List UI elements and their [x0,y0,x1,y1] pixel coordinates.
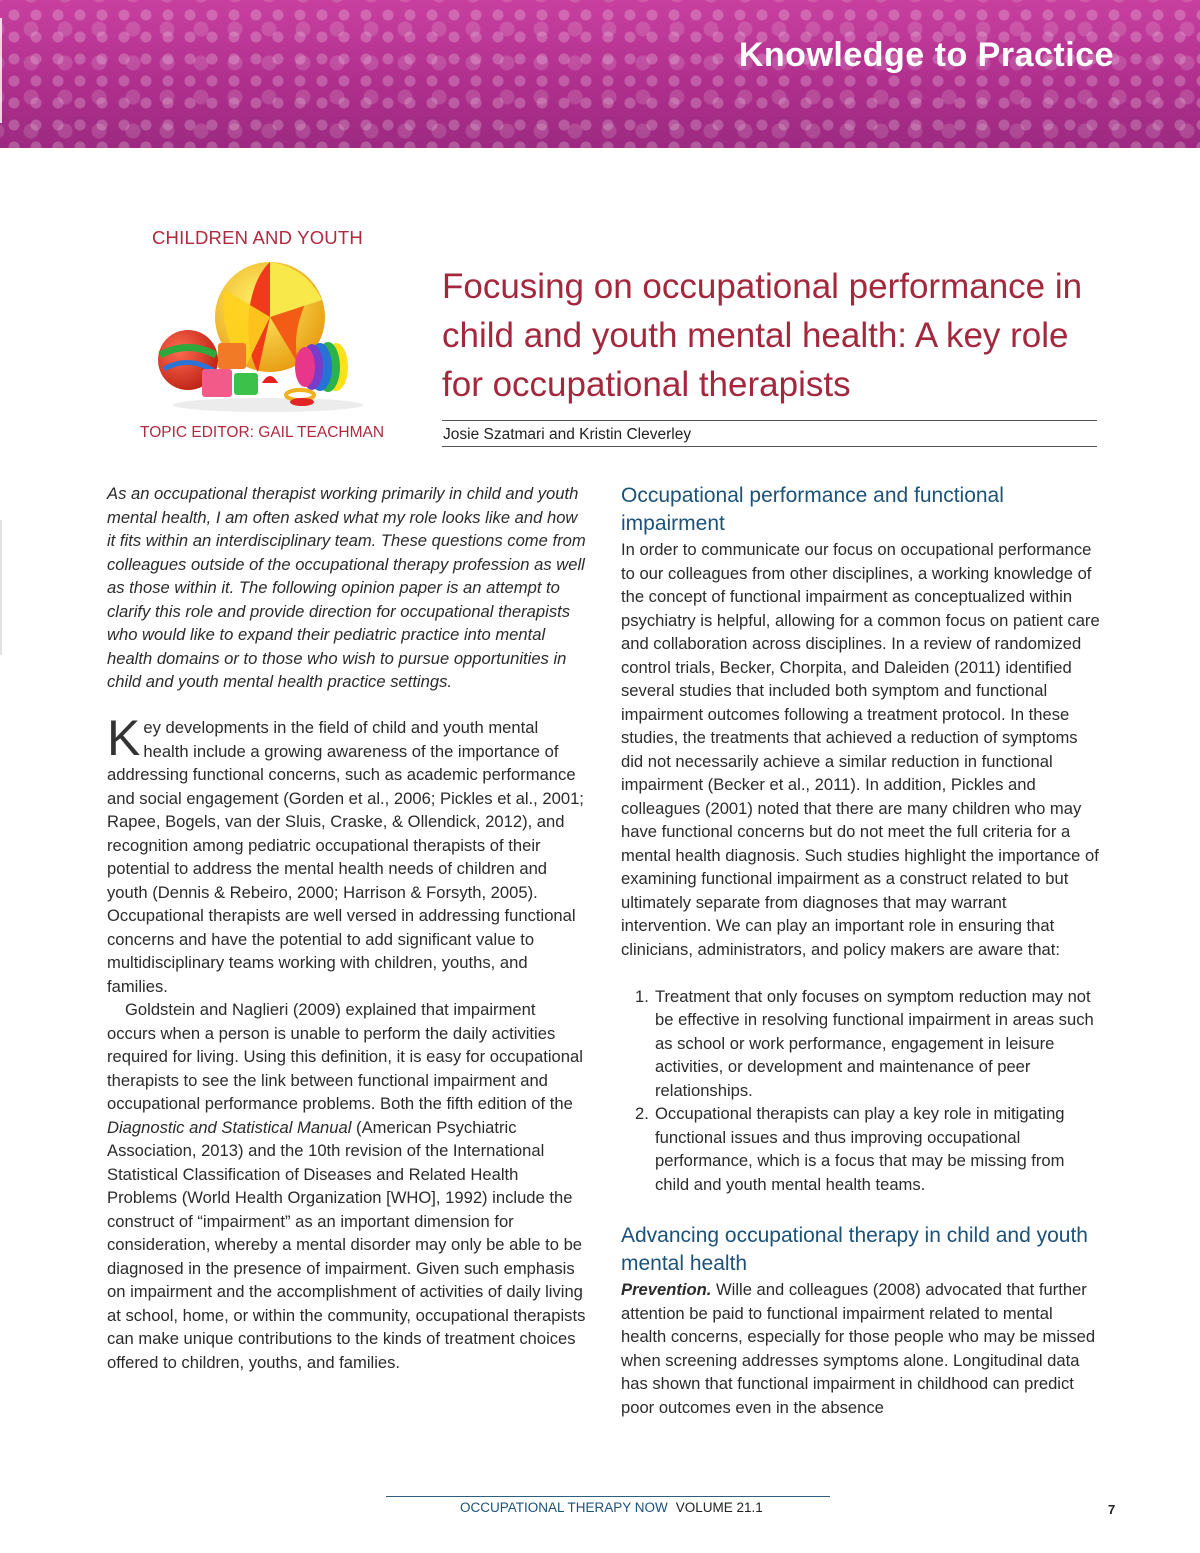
body-paragraph-2-text-b: (American Psychiatric Association, 2013) and the 10th revision of the International Statistical Classification of Diseases and Related Health Problems (World Health Organization [WHO], 1992) include the construct of “impairment” as an important dimension for consideration, whereby a mental disorder may only be able to be diagnosed in the presence of impairment. Given such emphasis on impairment and the accomplishment of activities of daily living at school, home, or within the community, occupational therapists can make unique contributions to the kinds of treatment choices offered to children, youths, and families. [107,1117,586,1372]
journal-volume: VOLUME 21.1 [675,1500,763,1515]
section-heading-1: Occupational performance and functional impairment [621,484,1004,535]
footer [460,1500,763,1515]
left-column [107,710,587,1374]
banner-title: Knowledge to Practice [738,36,1114,74]
body-paragraph-2 [107,998,587,1374]
key-points-list [621,985,1101,1197]
right-paragraph-2-text: Wille and colleagues (2008) advocated that further attention be paid to functional impairment related to mental health concerns, especially for those people who may be missed when screening addresses symptoms alone. Longitudinal data has shown that functional impairment in childhood can predict poor outcomes even in the absence [621,1280,1096,1417]
journal-name: OCCUPATIONAL THERAPY NOW [460,1500,668,1515]
article-title: Focusing on occupational performance in child and youth mental health: A key role for occupational therapists [442,267,1083,404]
list-item [621,1102,1101,1196]
prevention-label: Prevention. [621,1280,712,1299]
list-number: 1. [635,986,649,1006]
right-column [621,482,1101,1419]
title-rule-bottom [442,446,1097,447]
intro-text: As an occupational therapist working primarily in child and youth mental health, I am often asked what my role looks like and how it fits within an interdisciplinary team. These questions come from colleagues outside of the occupational therapy profession as well as those within it. The following opinion paper is an attempt to clarify this role and provide direction for occupational therapists who would like to expand their pediatric practice into mental health domains or to those who wish to pursue opportunities in child and youth mental health practice settings. [107,484,586,691]
footer-rule [386,1496,830,1497]
page-edge-mark [0,520,2,655]
body-paragraph-1 [107,710,587,998]
section-label: CHILDREN AND YOUTH [152,227,363,248]
title-rule-top [442,420,1097,421]
list-number: 2. [635,1104,649,1123]
header-banner [0,0,1200,148]
section-heading-2: Advancing occupational therapy in child and youth mental health [621,1224,1088,1275]
intro-paragraph [107,482,587,694]
list-item-text: Occupational therapists can play a key role in mitigating functional issues and thus improving occupational performance, which is a focus that may be missing from child and youth mental health teams. [655,1104,1065,1194]
article-authors: Josie Szatmari and Kristin Cleverley [443,426,692,443]
toys-illustration [150,255,380,415]
right-paragraph-2 [621,1278,1101,1419]
page-number: 7 [1108,1502,1116,1517]
body-paragraph-2-text-a: Goldstein and Naglieri (2009) explained that impairment occurs when a person is unable to perform the daily activities required for living. Using this definition, it is easy for occupational therapists to see the link between functional impairment and occupational performance problems. Both the fifth edition of the [107,1000,583,1113]
dsm-title: Diagnostic and Statistical Manual [107,1117,352,1137]
right-paragraph-1: In order to communicate our focus on occupational performance to our colleagues from other disciplines, a working knowledge of the concept of functional impairment as conceptualized within psychiatry is helpful, allowing for a common focus on patient care and collaboration across disciplines. In a review of randomized control trials, Becker, Chorpita, and Daleiden (2011) identified several studies that included both symptom and functional impairment outcomes following a treatment protocol. In these studies, the treatments that achieved a reduction of symptoms did not necessarily achieve a similar reduction in functional impairment (Becker et al., 2011). In addition, Pickles and colleagues (2001) noted that there are many children who may have functional concerns but do not meet the full criteria for a mental health diagnosis. Such studies highlight the importance of examining functional impairment as a construct related to but ultimately separate from diagnoses that may warrant intervention. We can play an important role in ensuring that clinicians, administrators, and policy makers are aware that: [621,540,1100,959]
body-paragraph-1-text: ey developments in the field of child and youth mental health include a growing awareness of the importance of addressing functional concerns, such as academic performance and social engagement (Gorden et al., 2006; Pickles et al., 2001; Rapee, Bogels, van der Sluis, Craske, & Ollendick, 2012), and recognition among pediatric occupational therapists of their potential to address the mental health needs of children and youth (Dennis & Rebeiro, 2000; Harrison & Forsyth, 2005). Occupational therapists are well versed in addressing functional concerns and have the potential to add significant value to multidisciplinary teams working with children, youths, and families. [107,718,584,996]
list-item-text: Treatment that only focuses on symptom reduction may not be effective in resolving functional impairment in areas such as school or work performance, engagement in leisure activities, or development and maintenance of peer relationships. [655,986,1094,1100]
drop-cap: K [107,710,141,766]
banner-edge-mark [0,18,5,123]
topic-editor: TOPIC EDITOR: GAIL TEACHMAN [140,424,385,441]
list-item [621,985,1101,1103]
